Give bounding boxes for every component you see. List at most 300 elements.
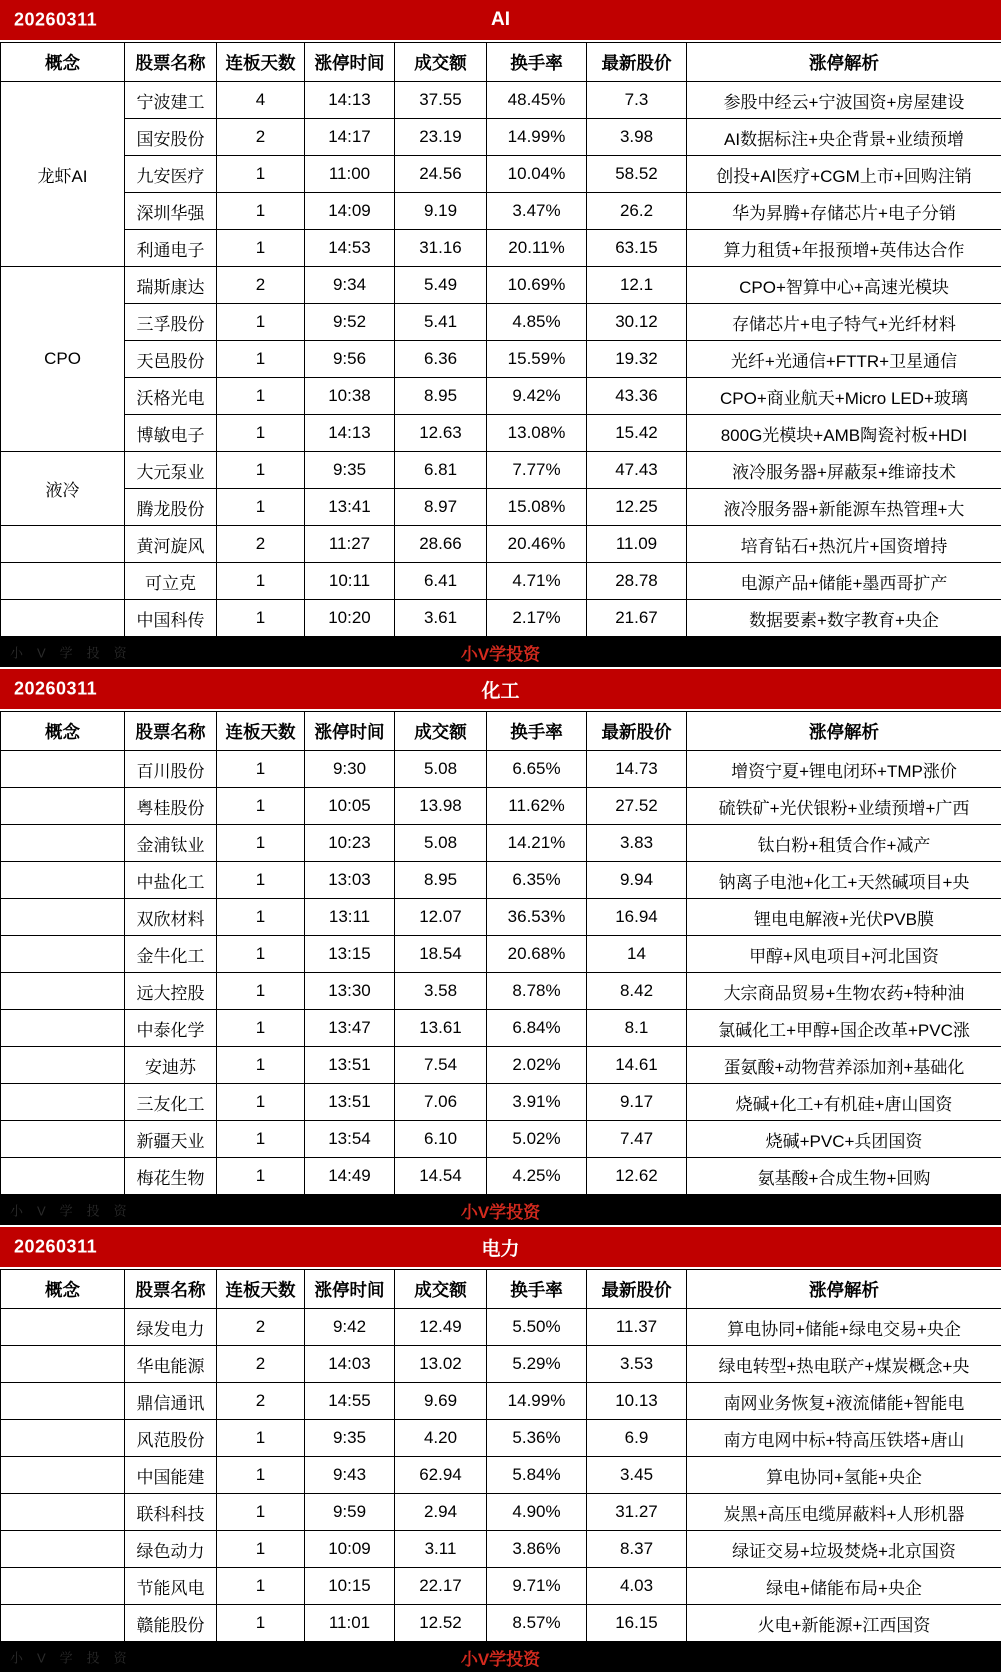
table-row[interactable] xyxy=(1,1346,1001,1383)
cell-analysis: 绿电+储能布局+央企 xyxy=(687,1568,1001,1605)
cell-turnover-rate: 20.11% xyxy=(487,230,587,267)
cell-consecutive-days: 2 xyxy=(217,526,305,563)
cell-consecutive-days: 1 xyxy=(217,1158,305,1195)
cell-concept xyxy=(1,936,125,973)
cell-consecutive-days: 1 xyxy=(217,304,305,341)
section-header xyxy=(0,0,1001,42)
column-header: 最新股价 xyxy=(587,43,687,82)
column-header: 股票名称 xyxy=(125,43,217,82)
cell-stock-name: 双欣材料 xyxy=(125,899,217,936)
cell-analysis: 氨基酸+合成生物+回购 xyxy=(687,1158,1001,1195)
cell-stock-name: 鼎信通讯 xyxy=(125,1383,217,1420)
cell-stock-name: 利通电子 xyxy=(125,230,217,267)
cell-analysis: 电源产品+储能+墨西哥扩产 xyxy=(687,563,1001,600)
column-header: 概念 xyxy=(1,712,125,751)
cell-concept xyxy=(1,825,125,862)
cell-analysis: 南网业务恢复+液流储能+智能电 xyxy=(687,1383,1001,1420)
cell-turnover-amount: 13.61 xyxy=(395,1010,487,1047)
cell-analysis: 硫铁矿+光伏银粉+业绩预增+广西 xyxy=(687,788,1001,825)
table-row[interactable] xyxy=(1,1084,1001,1121)
cell-stock-name: 百川股份 xyxy=(125,751,217,788)
cell-stock-name: 天邑股份 xyxy=(125,341,217,378)
cell-stock-name: 远大控股 xyxy=(125,973,217,1010)
cell-stock-name: 博敏电子 xyxy=(125,415,217,452)
cell-latest-price: 11.37 xyxy=(587,1309,687,1346)
cell-stock-name: 九安医疗 xyxy=(125,156,217,193)
cell-turnover-rate: 5.50% xyxy=(487,1309,587,1346)
cell-limit-up-time: 13:03 xyxy=(305,862,395,899)
cell-latest-price: 6.9 xyxy=(587,1420,687,1457)
cell-analysis: 创投+AI医疗+CGM上市+回购注销 xyxy=(687,156,1001,193)
cell-turnover-amount: 62.94 xyxy=(395,1457,487,1494)
cell-concept: 龙虾AI xyxy=(1,82,125,267)
table-row[interactable] xyxy=(1,378,1001,415)
cell-concept xyxy=(1,1309,125,1346)
cell-latest-price: 43.36 xyxy=(587,378,687,415)
cell-turnover-amount: 3.61 xyxy=(395,600,487,637)
cell-turnover-rate: 9.71% xyxy=(487,1568,587,1605)
cell-stock-name: 深圳华强 xyxy=(125,193,217,230)
cell-latest-price: 8.37 xyxy=(587,1531,687,1568)
cell-stock-name: 金牛化工 xyxy=(125,936,217,973)
table-row[interactable] xyxy=(1,1494,1001,1531)
cell-concept xyxy=(1,1084,125,1121)
cell-concept: CPO xyxy=(1,267,125,452)
section-header xyxy=(0,669,1001,711)
cell-limit-up-time: 11:00 xyxy=(305,156,395,193)
cell-analysis: 炭黑+高压电缆屏蔽料+人形机器 xyxy=(687,1494,1001,1531)
cell-consecutive-days: 1 xyxy=(217,1121,305,1158)
cell-latest-price: 9.17 xyxy=(587,1084,687,1121)
column-header: 连板天数 xyxy=(217,712,305,751)
cell-turnover-amount: 28.66 xyxy=(395,526,487,563)
cell-stock-name: 中盐化工 xyxy=(125,862,217,899)
cell-turnover-amount: 6.36 xyxy=(395,341,487,378)
cell-limit-up-time: 9:35 xyxy=(305,1420,395,1457)
cell-consecutive-days: 1 xyxy=(217,936,305,973)
cell-turnover-amount: 24.56 xyxy=(395,156,487,193)
section-title: 化工 xyxy=(0,676,1001,703)
table-row[interactable] xyxy=(1,489,1001,526)
cell-stock-name: 梅花生物 xyxy=(125,1158,217,1195)
section-title: AI xyxy=(0,9,1001,31)
cell-analysis: 氯碱化工+甲醇+国企改革+PVC涨 xyxy=(687,1010,1001,1047)
cell-turnover-rate: 8.57% xyxy=(487,1605,587,1642)
cell-analysis: 800G光模块+AMB陶瓷衬板+HDI xyxy=(687,415,1001,452)
cell-latest-price: 3.53 xyxy=(587,1346,687,1383)
cell-limit-up-time: 14:03 xyxy=(305,1346,395,1383)
cell-stock-name: 华电能源 xyxy=(125,1346,217,1383)
cell-turnover-amount: 6.10 xyxy=(395,1121,487,1158)
cell-turnover-amount: 22.17 xyxy=(395,1568,487,1605)
table-row[interactable] xyxy=(1,193,1001,230)
cell-latest-price: 19.32 xyxy=(587,341,687,378)
cell-concept xyxy=(1,563,125,600)
cell-consecutive-days: 1 xyxy=(217,489,305,526)
cell-turnover-amount: 12.49 xyxy=(395,1309,487,1346)
table-row[interactable] xyxy=(1,82,1001,119)
table-row[interactable] xyxy=(1,1457,1001,1494)
cell-concept xyxy=(1,862,125,899)
table-row[interactable] xyxy=(1,1121,1001,1158)
cell-turnover-rate: 11.62% xyxy=(487,788,587,825)
cell-latest-price: 7.3 xyxy=(587,82,687,119)
table-row[interactable] xyxy=(1,415,1001,452)
cell-turnover-rate: 4.25% xyxy=(487,1158,587,1195)
column-header: 概念 xyxy=(1,1270,125,1309)
table-row[interactable] xyxy=(1,563,1001,600)
column-header: 换手率 xyxy=(487,1270,587,1309)
table-row[interactable] xyxy=(1,341,1001,378)
cell-limit-up-time: 13:41 xyxy=(305,489,395,526)
cell-limit-up-time: 14:17 xyxy=(305,119,395,156)
cell-limit-up-time: 9:43 xyxy=(305,1457,395,1494)
cell-consecutive-days: 1 xyxy=(217,1010,305,1047)
table-row[interactable] xyxy=(1,156,1001,193)
section-header xyxy=(0,1227,1001,1269)
cell-concept xyxy=(1,1047,125,1084)
cell-latest-price: 27.52 xyxy=(587,788,687,825)
cell-limit-up-time: 10:20 xyxy=(305,600,395,637)
table-row[interactable] xyxy=(1,1568,1001,1605)
cell-turnover-amount: 14.54 xyxy=(395,1158,487,1195)
table-row[interactable] xyxy=(1,230,1001,267)
cell-consecutive-days: 1 xyxy=(217,1494,305,1531)
cell-concept xyxy=(1,1494,125,1531)
cell-limit-up-time: 14:09 xyxy=(305,193,395,230)
cell-consecutive-days: 2 xyxy=(217,267,305,304)
cell-analysis: 存储芯片+电子特气+光纤材料 xyxy=(687,304,1001,341)
cell-concept: 液冷 xyxy=(1,452,125,526)
cell-latest-price: 31.27 xyxy=(587,1494,687,1531)
cell-latest-price: 14.73 xyxy=(587,751,687,788)
cell-stock-name: 黄河旋风 xyxy=(125,526,217,563)
cell-stock-name: 中泰化学 xyxy=(125,1010,217,1047)
cell-analysis: 绿电转型+热电联产+煤炭概念+央 xyxy=(687,1346,1001,1383)
cell-limit-up-time: 10:11 xyxy=(305,563,395,600)
cell-stock-name: 国安股份 xyxy=(125,119,217,156)
table-header-row xyxy=(1,712,1001,751)
section-title: 电力 xyxy=(0,1234,1001,1261)
table-row[interactable] xyxy=(1,936,1001,973)
cell-turnover-amount: 8.95 xyxy=(395,378,487,415)
cell-turnover-rate: 5.84% xyxy=(487,1457,587,1494)
cell-turnover-rate: 10.69% xyxy=(487,267,587,304)
cell-turnover-rate: 10.04% xyxy=(487,156,587,193)
cell-stock-name: 可立克 xyxy=(125,563,217,600)
cell-stock-name: 宁波建工 xyxy=(125,82,217,119)
cell-latest-price: 12.62 xyxy=(587,1158,687,1195)
cell-consecutive-days: 1 xyxy=(217,452,305,489)
cell-turnover-amount: 5.49 xyxy=(395,267,487,304)
cell-stock-name: 安迪苏 xyxy=(125,1047,217,1084)
table-row[interactable] xyxy=(1,1605,1001,1642)
cell-concept xyxy=(1,1010,125,1047)
cell-consecutive-days: 1 xyxy=(217,600,305,637)
cell-turnover-amount: 23.19 xyxy=(395,119,487,156)
cell-turnover-rate: 8.78% xyxy=(487,973,587,1010)
table-row[interactable] xyxy=(1,899,1001,936)
cell-stock-name: 瑞斯康达 xyxy=(125,267,217,304)
cell-consecutive-days: 1 xyxy=(217,973,305,1010)
table-row[interactable] xyxy=(1,1383,1001,1420)
cell-consecutive-days: 1 xyxy=(217,378,305,415)
cell-limit-up-time: 9:52 xyxy=(305,304,395,341)
cell-turnover-amount: 5.41 xyxy=(395,304,487,341)
cell-latest-price: 12.1 xyxy=(587,267,687,304)
table-row[interactable] xyxy=(1,119,1001,156)
cell-stock-name: 粤桂股份 xyxy=(125,788,217,825)
watermark-ghost-text: 小V学投资 xyxy=(10,643,141,662)
column-header: 换手率 xyxy=(487,712,587,751)
watermark-text: 小V学投资 xyxy=(461,640,540,665)
cell-stock-name: 绿色动力 xyxy=(125,1531,217,1568)
watermark-ghost-text: 小V学投资 xyxy=(10,1201,141,1220)
cell-turnover-rate: 3.47% xyxy=(487,193,587,230)
cell-consecutive-days: 1 xyxy=(217,1568,305,1605)
column-header: 成交额 xyxy=(395,1270,487,1309)
cell-limit-up-time: 10:09 xyxy=(305,1531,395,1568)
cell-consecutive-days: 1 xyxy=(217,788,305,825)
cell-analysis: 光纤+光通信+FTTR+卫星通信 xyxy=(687,341,1001,378)
cell-turnover-rate: 15.08% xyxy=(487,489,587,526)
cell-latest-price: 11.09 xyxy=(587,526,687,563)
cell-turnover-amount: 12.07 xyxy=(395,899,487,936)
cell-limit-up-time: 13:30 xyxy=(305,973,395,1010)
cell-latest-price: 3.45 xyxy=(587,1457,687,1494)
cell-consecutive-days: 1 xyxy=(217,415,305,452)
cell-concept xyxy=(1,600,125,637)
cell-turnover-rate: 3.91% xyxy=(487,1084,587,1121)
cell-latest-price: 30.12 xyxy=(587,304,687,341)
cell-concept xyxy=(1,1568,125,1605)
cell-limit-up-time: 10:05 xyxy=(305,788,395,825)
cell-concept xyxy=(1,1158,125,1195)
cell-turnover-amount: 5.08 xyxy=(395,751,487,788)
column-header: 涨停时间 xyxy=(305,712,395,751)
cell-limit-up-time: 11:01 xyxy=(305,1605,395,1642)
cell-analysis: 算电协同+储能+绿电交易+央企 xyxy=(687,1309,1001,1346)
cell-stock-name: 联科科技 xyxy=(125,1494,217,1531)
cell-turnover-amount: 12.63 xyxy=(395,415,487,452)
table-row[interactable] xyxy=(1,973,1001,1010)
cell-latest-price: 3.98 xyxy=(587,119,687,156)
cell-latest-price: 28.78 xyxy=(587,563,687,600)
watermark-bar xyxy=(0,637,1001,667)
cell-latest-price: 14 xyxy=(587,936,687,973)
cell-analysis: 算力租赁+年报预增+英伟达合作 xyxy=(687,230,1001,267)
column-header: 成交额 xyxy=(395,43,487,82)
cell-consecutive-days: 1 xyxy=(217,563,305,600)
table-row[interactable] xyxy=(1,1531,1001,1568)
cell-limit-up-time: 14:13 xyxy=(305,82,395,119)
column-header: 涨停解析 xyxy=(687,1270,1001,1309)
table-row[interactable] xyxy=(1,600,1001,637)
cell-analysis: 华为昇腾+存储芯片+电子分销 xyxy=(687,193,1001,230)
cell-consecutive-days: 1 xyxy=(217,1420,305,1457)
cell-stock-name: 风范股份 xyxy=(125,1420,217,1457)
cell-consecutive-days: 1 xyxy=(217,341,305,378)
cell-latest-price: 21.67 xyxy=(587,600,687,637)
table-row[interactable] xyxy=(1,452,1001,489)
cell-consecutive-days: 2 xyxy=(217,119,305,156)
cell-concept xyxy=(1,1605,125,1642)
column-header: 成交额 xyxy=(395,712,487,751)
cell-latest-price: 8.1 xyxy=(587,1010,687,1047)
cell-stock-name: 腾龙股份 xyxy=(125,489,217,526)
section-date: 20260311 xyxy=(14,1237,97,1258)
column-header: 涨停解析 xyxy=(687,43,1001,82)
cell-analysis: 增资宁夏+锂电闭环+TMP涨价 xyxy=(687,751,1001,788)
cell-stock-name: 大元泵业 xyxy=(125,452,217,489)
table-header-row xyxy=(1,1270,1001,1309)
stock-table xyxy=(0,1269,1001,1642)
cell-consecutive-days: 1 xyxy=(217,230,305,267)
cell-analysis: 火电+新能源+江西国资 xyxy=(687,1605,1001,1642)
cell-analysis: 烧碱+PVC+兵团国资 xyxy=(687,1121,1001,1158)
cell-limit-up-time: 11:27 xyxy=(305,526,395,563)
table-row[interactable] xyxy=(1,1420,1001,1457)
cell-consecutive-days: 1 xyxy=(217,1457,305,1494)
cell-limit-up-time: 9:34 xyxy=(305,267,395,304)
table-row[interactable] xyxy=(1,1047,1001,1084)
cell-analysis: 钛白粉+租赁合作+减产 xyxy=(687,825,1001,862)
table-header-row xyxy=(1,43,1001,82)
cell-turnover-amount: 13.02 xyxy=(395,1346,487,1383)
cell-concept xyxy=(1,788,125,825)
cell-turnover-rate: 14.99% xyxy=(487,119,587,156)
table-row[interactable] xyxy=(1,526,1001,563)
column-header: 最新股价 xyxy=(587,1270,687,1309)
cell-turnover-rate: 20.68% xyxy=(487,936,587,973)
cell-latest-price: 3.83 xyxy=(587,825,687,862)
cell-turnover-amount: 8.95 xyxy=(395,862,487,899)
table-row[interactable] xyxy=(1,1158,1001,1195)
cell-turnover-amount: 7.54 xyxy=(395,1047,487,1084)
cell-consecutive-days: 1 xyxy=(217,899,305,936)
cell-turnover-rate: 4.85% xyxy=(487,304,587,341)
column-header: 股票名称 xyxy=(125,1270,217,1309)
table-row[interactable] xyxy=(1,267,1001,304)
cell-latest-price: 58.52 xyxy=(587,156,687,193)
table-row[interactable] xyxy=(1,751,1001,788)
cell-concept xyxy=(1,1531,125,1568)
cell-analysis: 甲醇+风电项目+河北国资 xyxy=(687,936,1001,973)
column-header: 换手率 xyxy=(487,43,587,82)
report-section xyxy=(0,1227,1001,1672)
column-header: 涨停时间 xyxy=(305,1270,395,1309)
table-row[interactable] xyxy=(1,862,1001,899)
cell-limit-up-time: 9:42 xyxy=(305,1309,395,1346)
cell-turnover-amount: 9.69 xyxy=(395,1383,487,1420)
cell-consecutive-days: 1 xyxy=(217,862,305,899)
table-row[interactable] xyxy=(1,1309,1001,1346)
cell-latest-price: 26.2 xyxy=(587,193,687,230)
cell-concept xyxy=(1,526,125,563)
section-date: 20260311 xyxy=(14,10,97,31)
table-row[interactable] xyxy=(1,788,1001,825)
cell-consecutive-days: 1 xyxy=(217,1084,305,1121)
cell-latest-price: 47.43 xyxy=(587,452,687,489)
cell-turnover-rate: 9.42% xyxy=(487,378,587,415)
cell-turnover-rate: 7.77% xyxy=(487,452,587,489)
report-section xyxy=(0,669,1001,1227)
watermark-text: 小V学投资 xyxy=(461,1645,540,1670)
watermark-bar xyxy=(0,1642,1001,1672)
cell-turnover-rate: 5.36% xyxy=(487,1420,587,1457)
table-row[interactable] xyxy=(1,1010,1001,1047)
cell-stock-name: 金浦钛业 xyxy=(125,825,217,862)
cell-analysis: 烧碱+化工+有机硅+唐山国资 xyxy=(687,1084,1001,1121)
cell-turnover-rate: 5.02% xyxy=(487,1121,587,1158)
cell-limit-up-time: 14:13 xyxy=(305,415,395,452)
cell-limit-up-time: 14:53 xyxy=(305,230,395,267)
stock-table xyxy=(0,711,1001,1195)
stock-table xyxy=(0,42,1001,637)
cell-analysis: AI数据标注+央企背景+业绩预增 xyxy=(687,119,1001,156)
cell-analysis: 液冷服务器+新能源车热管理+大 xyxy=(687,489,1001,526)
table-row[interactable] xyxy=(1,825,1001,862)
cell-stock-name: 中国能建 xyxy=(125,1457,217,1494)
cell-limit-up-time: 9:35 xyxy=(305,452,395,489)
cell-analysis: 钠离子电池+化工+天然碱项目+央 xyxy=(687,862,1001,899)
table-row[interactable] xyxy=(1,304,1001,341)
cell-turnover-amount: 5.08 xyxy=(395,825,487,862)
cell-limit-up-time: 13:51 xyxy=(305,1084,395,1121)
column-header: 概念 xyxy=(1,43,125,82)
cell-latest-price: 14.61 xyxy=(587,1047,687,1084)
cell-consecutive-days: 1 xyxy=(217,156,305,193)
cell-latest-price: 16.94 xyxy=(587,899,687,936)
cell-concept xyxy=(1,1420,125,1457)
cell-turnover-rate: 2.17% xyxy=(487,600,587,637)
cell-turnover-amount: 4.20 xyxy=(395,1420,487,1457)
cell-consecutive-days: 1 xyxy=(217,825,305,862)
cell-turnover-amount: 6.81 xyxy=(395,452,487,489)
cell-analysis: 液冷服务器+屏蔽泵+维谛技术 xyxy=(687,452,1001,489)
cell-turnover-rate: 2.02% xyxy=(487,1047,587,1084)
cell-turnover-amount: 37.55 xyxy=(395,82,487,119)
cell-latest-price: 63.15 xyxy=(587,230,687,267)
cell-limit-up-time: 9:59 xyxy=(305,1494,395,1531)
cell-consecutive-days: 1 xyxy=(217,1047,305,1084)
cell-limit-up-time: 13:15 xyxy=(305,936,395,973)
column-header: 连板天数 xyxy=(217,43,305,82)
cell-turnover-amount: 18.54 xyxy=(395,936,487,973)
cell-latest-price: 10.13 xyxy=(587,1383,687,1420)
cell-limit-up-time: 14:55 xyxy=(305,1383,395,1420)
cell-limit-up-time: 13:51 xyxy=(305,1047,395,1084)
cell-analysis: 参股中经云+宁波国资+房屋建设 xyxy=(687,82,1001,119)
cell-consecutive-days: 4 xyxy=(217,82,305,119)
cell-stock-name: 中国科传 xyxy=(125,600,217,637)
cell-turnover-rate: 48.45% xyxy=(487,82,587,119)
cell-analysis: 算电协同+氢能+央企 xyxy=(687,1457,1001,1494)
cell-limit-up-time: 13:47 xyxy=(305,1010,395,1047)
cell-analysis: CPO+智算中心+高速光模块 xyxy=(687,267,1001,304)
cell-consecutive-days: 2 xyxy=(217,1346,305,1383)
column-header: 连板天数 xyxy=(217,1270,305,1309)
cell-consecutive-days: 1 xyxy=(217,193,305,230)
cell-stock-name: 赣能股份 xyxy=(125,1605,217,1642)
cell-turnover-rate: 3.86% xyxy=(487,1531,587,1568)
cell-latest-price: 16.15 xyxy=(587,1605,687,1642)
cell-stock-name: 节能风电 xyxy=(125,1568,217,1605)
cell-analysis: 蛋氨酸+动物营养添加剂+基础化 xyxy=(687,1047,1001,1084)
cell-limit-up-time: 9:30 xyxy=(305,751,395,788)
cell-limit-up-time: 14:49 xyxy=(305,1158,395,1195)
cell-analysis: 培育钻石+热沉片+国资增持 xyxy=(687,526,1001,563)
